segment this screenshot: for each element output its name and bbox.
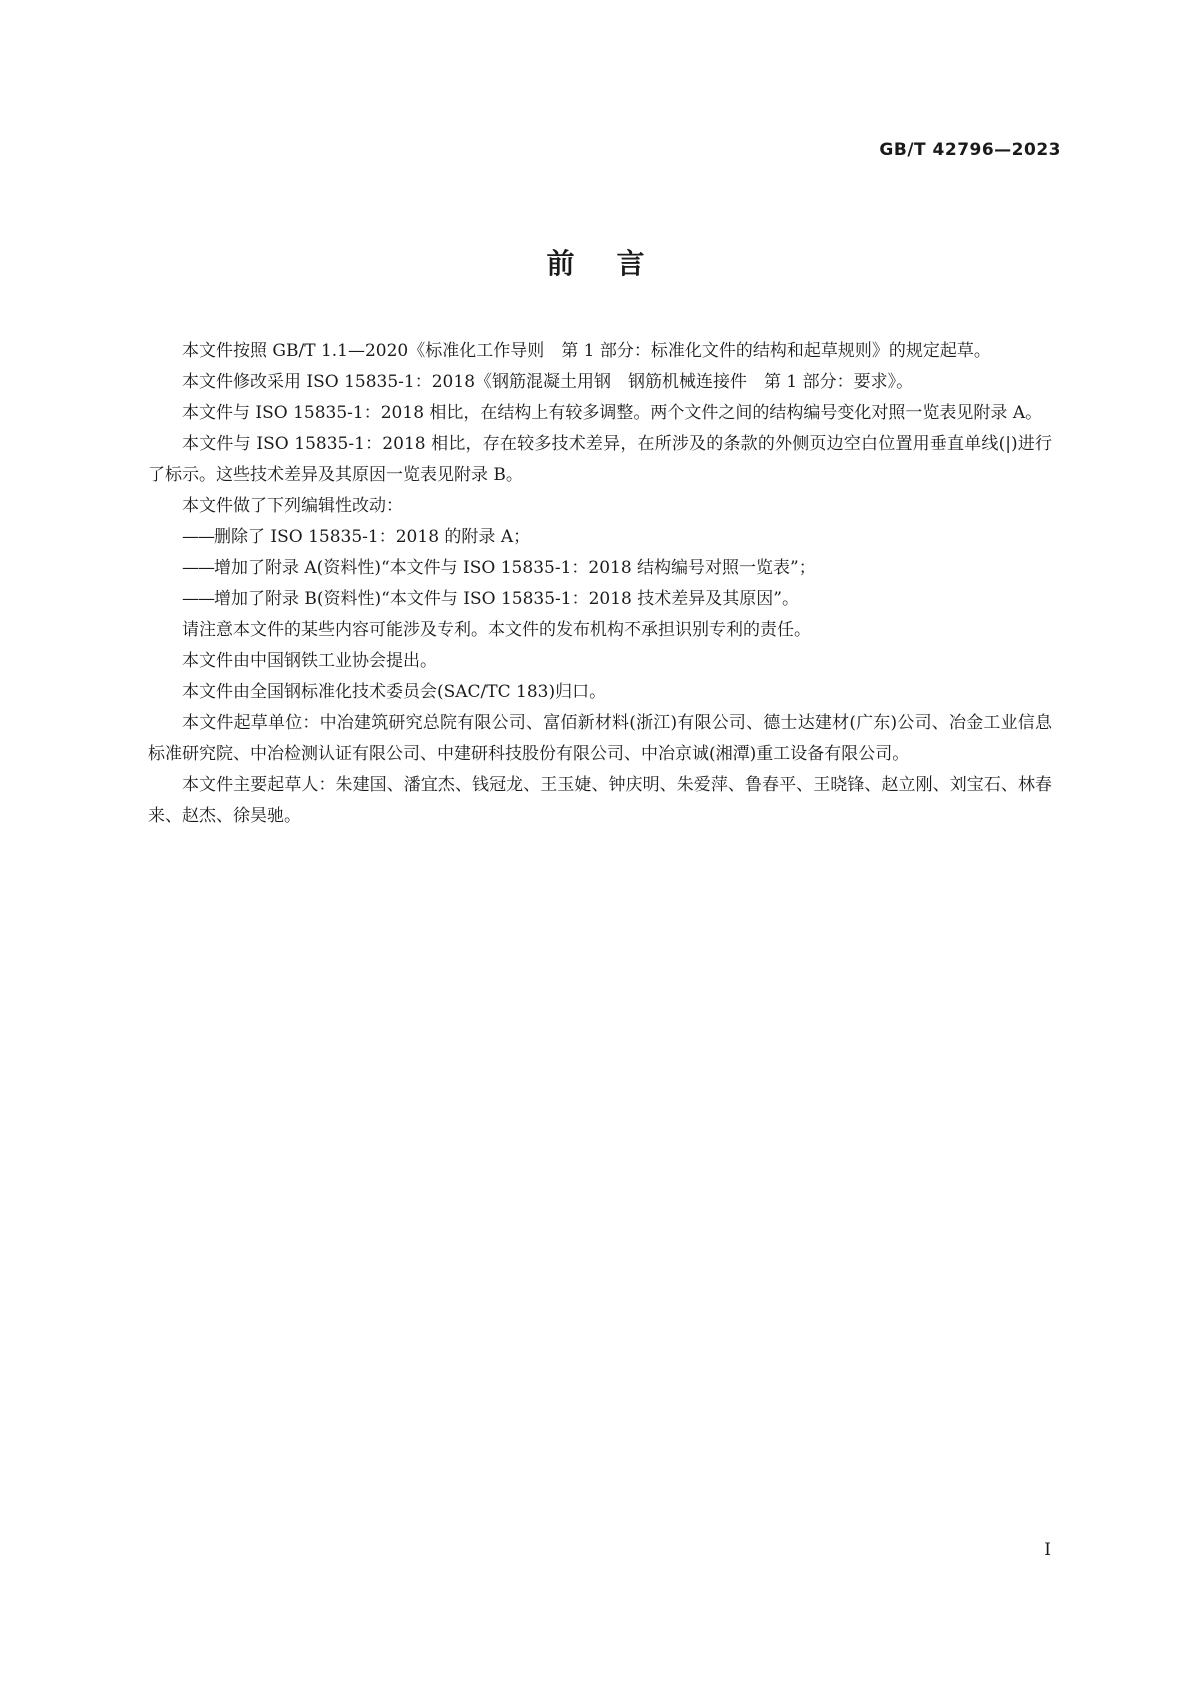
list-item — [148, 522, 1052, 553]
document-code: GB/T 42796—2023 — [879, 140, 1061, 160]
list-item — [148, 584, 1052, 615]
paragraph-editorial-intro: 本文件做了下列编辑性改动： — [182, 496, 403, 516]
page-title: 前言 — [546, 247, 687, 280]
paragraph-technical-differences: 本文件与 ISO 15835-1：2018 相比，存在较多技术差异，在所涉及的条款的外侧页边空白位置用垂直单线(|)进行了标示。这些技术差异及其原因一览表见附录 B。 — [148, 434, 1052, 485]
dash-marker: —— — [182, 558, 214, 578]
paragraph-patent-notice: 请注意本文件的某些内容可能涉及专利。本文件的发布机构不承担识别专利的责任。 — [182, 620, 811, 640]
list-item-text: 增加了附录 B(资料性)“本文件与 ISO 15835-1：2018 技术差异及其原因”。 — [214, 589, 799, 609]
paragraph-drafters: 本文件主要起草人：朱建国、潘宜杰、钱冠龙、王玉婕、钟庆明、朱爱萍、鲁春平、王晓锋、赵立刚、刘宝石、林春来、赵杰、徐昊驰。 — [148, 775, 1052, 826]
page-number: I — [1044, 1540, 1051, 1560]
list-item — [148, 553, 1052, 584]
paragraph-proposed-by: 本文件由中国钢铁工业协会提出。 — [182, 651, 437, 671]
list-item-text: 增加了附录 A(资料性)“本文件与 ISO 15835-1：2018 结构编号对照一览表”； — [214, 558, 816, 578]
dash-marker: —— — [182, 527, 214, 547]
foreword-body — [148, 336, 1052, 832]
paragraph-structure-changes: 本文件与 ISO 15835-1：2018 相比，在结构上有较多调整。两个文件之间的结构编号变化对照一览表见附录 A。 — [182, 403, 1043, 423]
paragraph-drafting-organizations: 本文件起草单位：中冶建筑研究总院有限公司、富佰新材料(浙江)有限公司、德士达建材(广东)公司、冶金工业信息标准研究院、中冶检测认证有限公司、中建研科技股份有限公司、中冶京诚(湘潭)重工设备有限公司。 — [148, 713, 1052, 764]
paragraph-adoption: 本文件修改采用 ISO 15835-1：2018《钢筋混凝土用钢 钢筋机械连接件 第 1 部分：要求》。 — [182, 372, 914, 392]
paragraph-drafting-rules: 本文件按照 GB/T 1.1—2020《标准化工作导则 第 1 部分：标准化文件的结构和起草规则》的规定起草。 — [182, 341, 991, 361]
paragraph-administered-by: 本文件由全国钢标准化技术委员会(SAC/TC 183)归口。 — [182, 682, 607, 702]
list-item-text: 删除了 ISO 15835-1：2018 的附录 A； — [214, 527, 531, 547]
dash-marker: —— — [182, 589, 214, 609]
